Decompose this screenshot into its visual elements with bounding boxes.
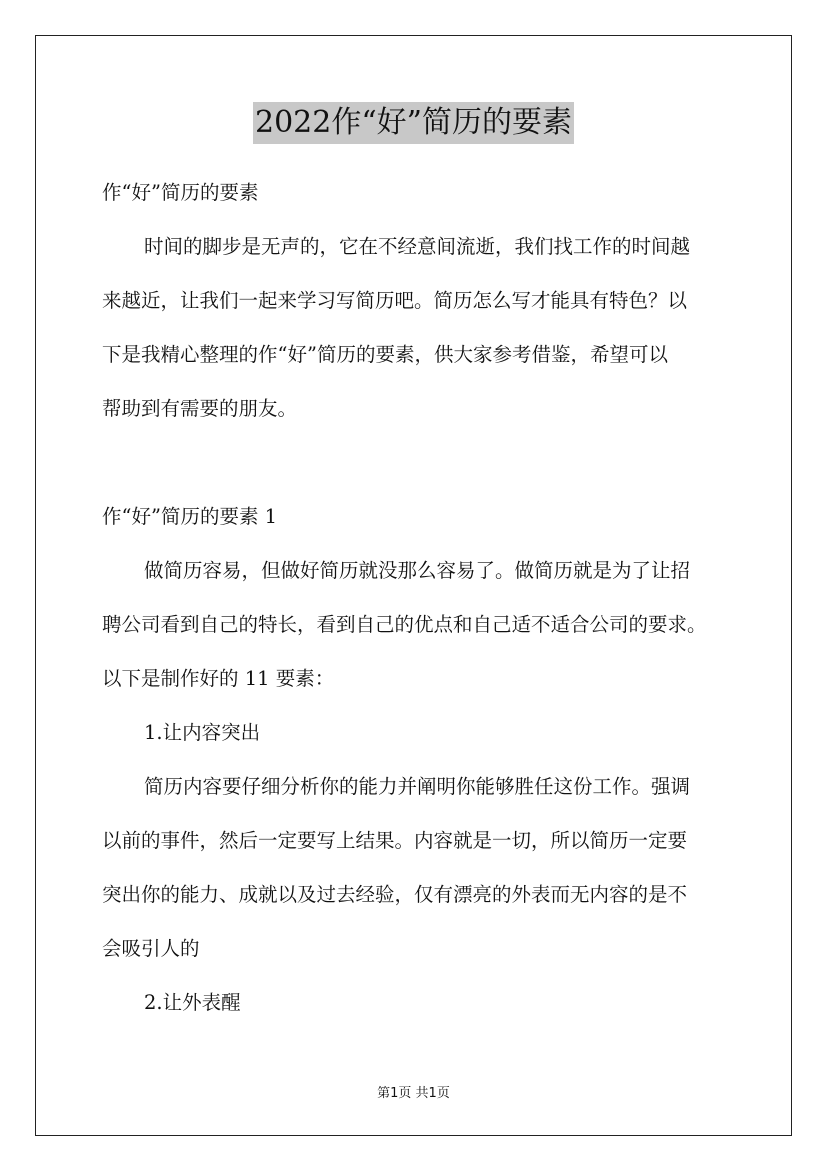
title-container (0, 102, 827, 144)
body-line: 会吸引人的 (102, 937, 200, 960)
body-line: 以下是制作好的 11 要素： (102, 667, 335, 690)
section-heading: 作“好”简历的要素 1 (102, 505, 278, 528)
body-line: 来越近，让我们一起来学习写简历吧。简历怎么写才能具有特色？以 (102, 289, 688, 312)
body-line: 以前的事件，然后一定要写上结果。内容就是一切，所以简历一定要 (102, 829, 688, 852)
page-footer: 第1页 共1页 (377, 1086, 450, 1101)
body-line: 作“好”简历的要素 (102, 181, 259, 204)
document-title: 2022作“好”简历的要素 (253, 102, 574, 144)
body-line: 时间的脚步是无声的，它在不经意间流逝，我们找工作的时间越 (144, 235, 691, 258)
body-line: 聘公司看到自己的特长，看到自己的优点和自己适不适合公司的要求。 (102, 613, 707, 636)
list-item-heading: 2.让外表醒 (144, 991, 241, 1014)
body-line: 简历内容要仔细分析你的能力并阐明你能够胜任这份工作。强调 (144, 775, 691, 798)
list-item-heading: 1.让内容突出 (144, 721, 261, 744)
body-line: 做简历容易，但做好简历就没那么容易了。做简历就是为了让招 (144, 559, 691, 582)
body-line: 帮助到有需要的朋友。 (102, 397, 298, 420)
blank-line (102, 436, 730, 490)
body-line: 下是我精心整理的作“好”简历的要素，供大家参考借鉴，希望可以 (102, 343, 668, 366)
body-line: 突出你的能力、成就以及过去经验，仅有漂亮的外表而无内容的是不 (102, 883, 688, 906)
document-body (102, 166, 730, 1030)
